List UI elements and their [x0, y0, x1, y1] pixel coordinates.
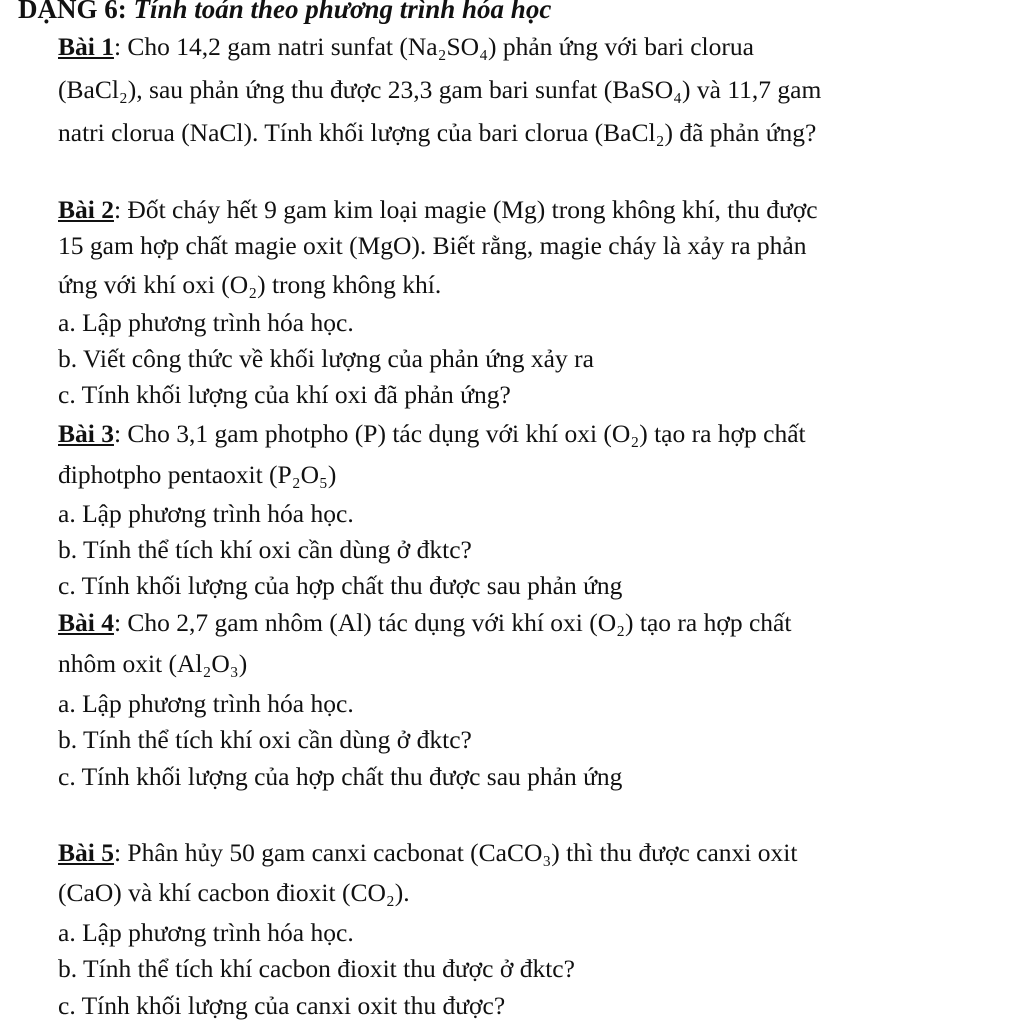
bai3-line1: Bài 3: Cho 3,1 gam photpho (P) tác dụng với khí oxi (O₂) tạo ra hợp chất: [58, 419, 806, 448]
bai1-label: Bài 1: [58, 32, 114, 61]
bai2-item-c: c. Tính khối lượng của khí oxi đã phản ứng?: [58, 380, 511, 409]
bai3-label: Bài 3: [58, 419, 114, 448]
bai4-item-c: c. Tính khối lượng của hợp chất thu được sau phản ứng: [58, 762, 623, 791]
bai4-item-a: a. Lập phương trình hóa học.: [58, 689, 354, 718]
bai1-line3: natri clorua (NaCl). Tính khối lượng của bari clorua (BaCl₂) đã phản ứng?: [58, 118, 817, 147]
bai2-label: Bài 2: [58, 195, 114, 224]
bai1-line1: Bài 1: Cho 14,2 gam natri sunfat (Na₂SO₄) phản ứng với bari clorua: [58, 32, 754, 61]
title-text: Tính toán theo phương trình hóa học: [133, 0, 552, 24]
bai4-label: Bài 4: [58, 608, 114, 637]
bai4-line1: Bài 4: Cho 2,7 gam nhôm (Al) tác dụng với khí oxi (O₂) tạo ra hợp chất: [58, 608, 792, 637]
bai4-item-b: b. Tính thể tích khí oxi cần dùng ở đktc?: [58, 725, 472, 754]
bai5-item-c: c. Tính khối lượng của canxi oxit thu được?: [58, 991, 506, 1020]
bai2-line2: 15 gam hợp chất magie oxit (MgO). Biết rằng, magie cháy là xảy ra phản: [58, 231, 807, 260]
bai2-item-b: b. Viết công thức về khối lượng của phản ứng xảy ra: [58, 344, 594, 373]
bai2-line1: Bài 2: Đốt cháy hết 9 gam kim loại magie (Mg) trong không khí, thu được: [58, 195, 818, 224]
bai5-item-b: b. Tính thể tích khí cacbon đioxit thu được ở đktc?: [58, 954, 575, 983]
bai5-line2: (CaO) và khí cacbon đioxit (CO₂).: [58, 878, 410, 907]
bai3-item-c: c. Tính khối lượng của hợp chất thu được sau phản ứng: [58, 571, 623, 600]
bai4-line2: nhôm oxit (Al₂O₃): [58, 649, 248, 678]
bai3-line2: điphotpho pentaoxit (P₂O₅): [58, 460, 337, 489]
bai1-line2: (BaCl₂), sau phản ứng thu được 23,3 gam bari sunfat (BaSO₄) và 11,7 gam: [58, 75, 822, 104]
bai5-item-a: a. Lập phương trình hóa học.: [58, 918, 354, 947]
bai3-item-b: b. Tính thể tích khí oxi cần dùng ở đktc?: [58, 535, 472, 564]
title-prefix: DẠNG 6:: [18, 0, 127, 24]
bai2-line3: ứng với khí oxi (O₂) trong không khí.: [58, 270, 442, 299]
bai5-line1: Bài 5: Phân hủy 50 gam canxi cacbonat (CaCO₃) thì thu được canxi oxit: [58, 838, 798, 867]
bai2-item-a: a. Lập phương trình hóa học.: [58, 308, 354, 337]
bai5-label: Bài 5: [58, 838, 114, 867]
bai3-item-a: a. Lập phương trình hóa học.: [58, 499, 354, 528]
page-title: [18, 0, 551, 25]
